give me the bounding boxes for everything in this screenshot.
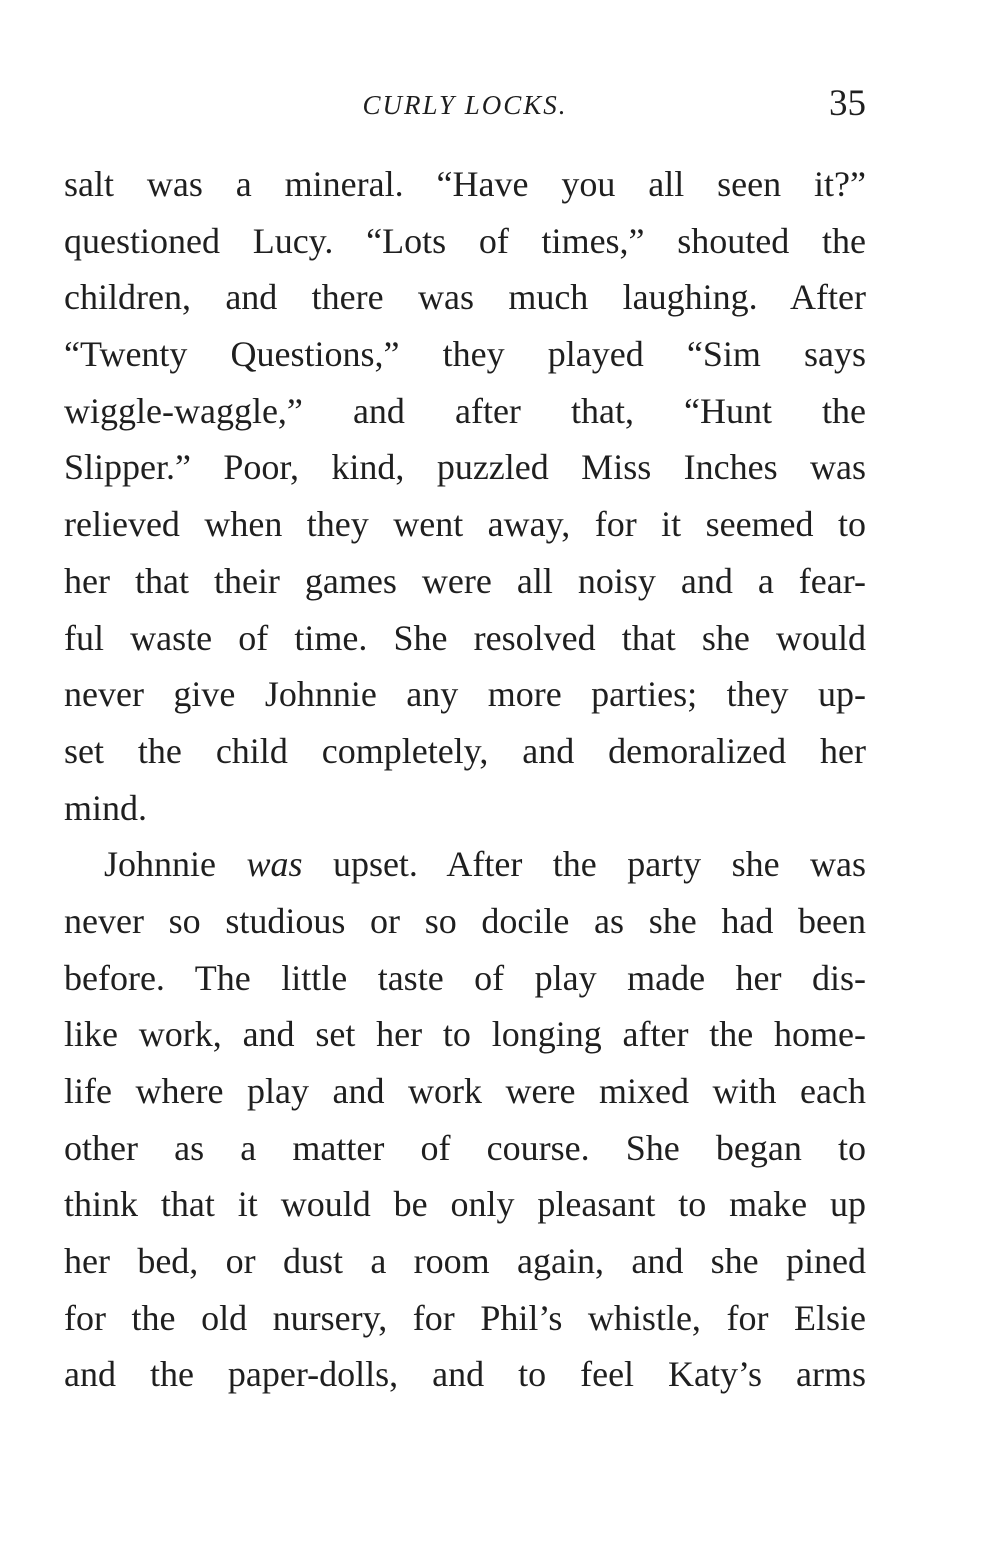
text-line: before. The little taste of play made her dis- — [64, 957, 866, 998]
paragraph-1 — [64, 156, 866, 836]
text-line: mind. — [64, 787, 148, 828]
italic-word: was — [246, 844, 303, 885]
text-line: ful waste of time. She resolved that she would — [64, 617, 866, 658]
text-line: her bed, or dust a room again, and she pined — [64, 1241, 866, 1282]
text-line: Slipper.” Poor, kind, puzzled Miss Inches was — [64, 447, 866, 488]
page-number: 35 — [829, 83, 866, 124]
text-line: for the old nursery, for Phil’s whistle, for Elsie — [64, 1297, 866, 1338]
text-line: her that their games were all noisy and a fear- — [64, 560, 866, 601]
running-title: CURLY LOCKS. — [362, 90, 568, 120]
text-line: set the child completely, and demoralized her — [64, 730, 866, 771]
text-line: never give Johnnie any more parties; they up- — [64, 674, 866, 715]
text-line: and the paper-dolls, and to feel Katy’s arms — [64, 1354, 866, 1395]
text-line: never so studious or so docile as she had been — [64, 900, 866, 941]
running-header — [64, 80, 866, 130]
text-line: other as a matter of course. She began to — [64, 1127, 866, 1168]
text-segment: Johnnie — [104, 844, 216, 885]
text-line: relieved when they went away, for it seemed to — [64, 504, 866, 545]
text-line: wiggle-waggle,” and after that, “Hunt the — [64, 390, 866, 431]
text-line: questioned Lucy. “Lots of times,” shouted the — [64, 220, 866, 261]
text-line: salt was a mineral. “Have you all seen it?” — [64, 164, 866, 204]
text-line: children, and there was much laughing. After — [64, 277, 866, 318]
text-line-first — [64, 836, 866, 893]
text-line: life where play and work were mixed with each — [64, 1071, 866, 1111]
paragraph-2 — [64, 836, 866, 1403]
text-line: like work, and set her to longing after the home- — [64, 1014, 866, 1055]
body-text — [64, 156, 866, 1403]
text-segment: upset. After the party she was — [332, 844, 867, 885]
text-line: “Twenty Questions,” they played “Sim says — [64, 334, 866, 375]
text-line: think that it would be only pleasant to make up — [64, 1184, 866, 1225]
